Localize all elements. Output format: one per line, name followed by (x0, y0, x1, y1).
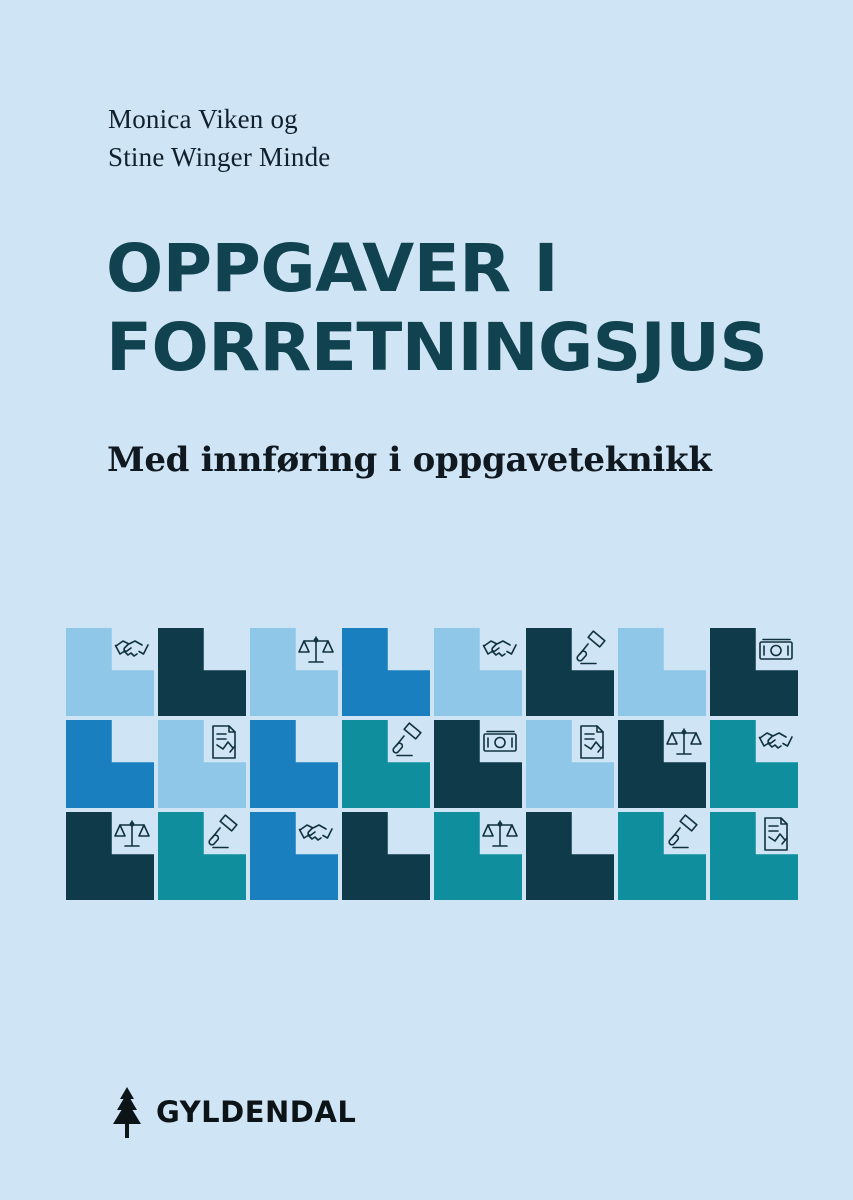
pattern-tile (250, 628, 338, 716)
pattern-tile (434, 628, 522, 716)
pattern-tile (250, 720, 338, 808)
handshake-icon (296, 814, 336, 854)
contract-icon (756, 814, 796, 854)
publisher-logo (110, 1086, 356, 1138)
pattern-tile (158, 628, 246, 716)
pattern-tile (710, 812, 798, 900)
pattern-corner-shape (342, 812, 430, 900)
handshake-icon (480, 630, 520, 670)
pattern-tile (342, 720, 430, 808)
pattern-tile (434, 720, 522, 808)
pattern-tile (710, 720, 798, 808)
money-icon (480, 722, 520, 762)
author-names (108, 100, 331, 177)
author-line-2: Stine Winger Minde (108, 142, 331, 173)
gavel-icon (204, 814, 244, 854)
book-title (106, 230, 768, 386)
pattern-tile (526, 628, 614, 716)
scales-icon (112, 814, 152, 854)
spruce-tree-icon (110, 1086, 144, 1138)
pattern-corner-shape (342, 628, 430, 716)
pattern-tile (66, 628, 154, 716)
title-line-2: FORRETNINGSJUS (106, 308, 768, 386)
pattern-tile (618, 628, 706, 716)
pattern-corner-shape (66, 720, 154, 808)
book-subtitle: Med innføring i oppgaveteknikk (107, 440, 712, 480)
scales-icon (664, 722, 704, 762)
handshake-icon (756, 722, 796, 762)
gavel-icon (388, 722, 428, 762)
gavel-icon (664, 814, 704, 854)
pattern-tile (526, 720, 614, 808)
pattern-corner-shape (250, 720, 338, 808)
pattern-corner-shape (158, 628, 246, 716)
scales-icon (296, 630, 336, 670)
pattern-tile (618, 720, 706, 808)
publisher-name: GYLDENDAL (156, 1095, 357, 1129)
scales-icon (480, 814, 520, 854)
cover-pattern (66, 628, 796, 898)
money-icon (756, 630, 796, 670)
pattern-tile (342, 812, 430, 900)
pattern-tile (710, 628, 798, 716)
pattern-tile (158, 812, 246, 900)
handshake-icon (112, 630, 152, 670)
pattern-tile (66, 720, 154, 808)
contract-icon (572, 722, 612, 762)
title-line-1: OPPGAVER I (106, 230, 559, 307)
pattern-tile (250, 812, 338, 900)
pattern-corner-shape (618, 628, 706, 716)
pattern-tile (526, 812, 614, 900)
pattern-tile (618, 812, 706, 900)
contract-icon (204, 722, 244, 762)
gavel-icon (572, 630, 612, 670)
pattern-tile (66, 812, 154, 900)
pattern-tile (158, 720, 246, 808)
author-line-1: Monica Viken og (108, 104, 298, 134)
pattern-tile (342, 628, 430, 716)
pattern-tile (434, 812, 522, 900)
pattern-corner-shape (526, 812, 614, 900)
